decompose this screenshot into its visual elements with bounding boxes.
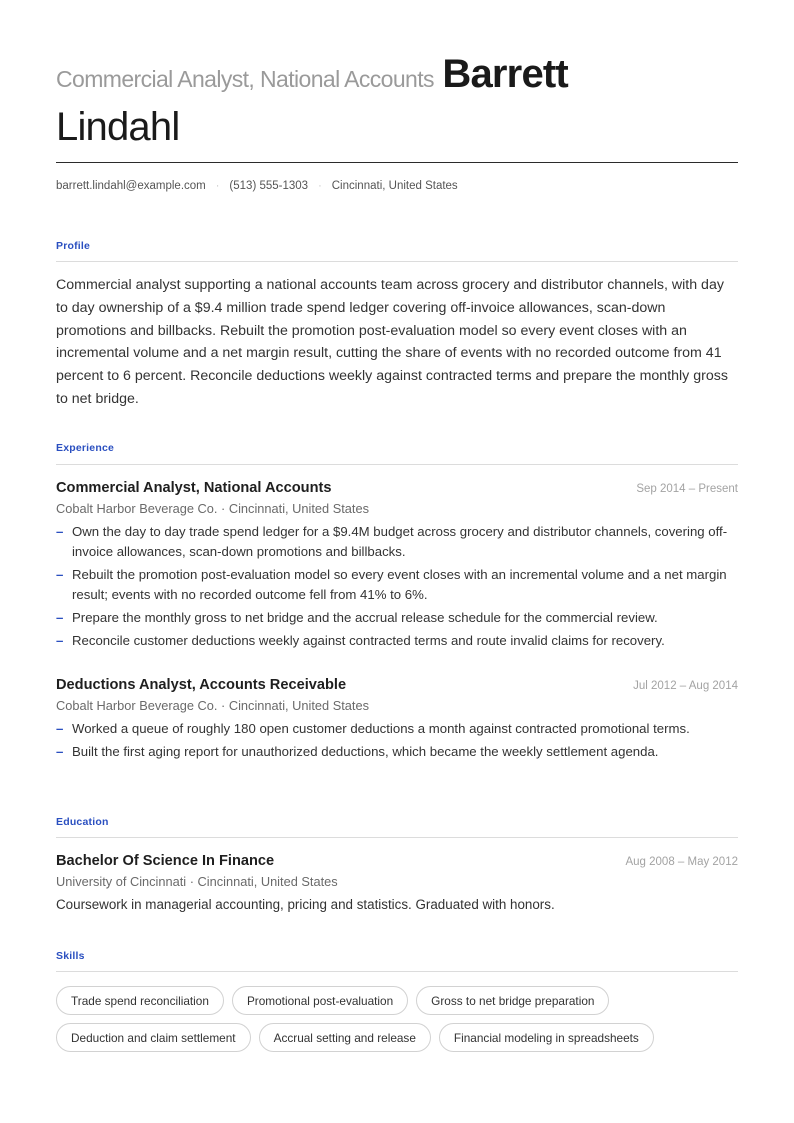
last-name: Lindahl [56,105,180,149]
contact-line [56,180,458,192]
job-organization: Cobalt Harbor Beverage Co. · Cincinnati, United States [56,698,369,713]
job-bullets [56,522,738,651]
profile-summary: Commercial analyst supporting a national accounts team across grocery and distributor channels, with day to day ownership of a $9.4 million trade spend ledger covering off-invoice allowances, scan-down promotions and billbacks. Rebuilt the promotion post-evaluation model so every event closes with an incremental volume and a net margin result, cutting the share of events with no recorded outcome from 41 percent to 6 percent. Reconcile deductions weekly against contracted terms and prepare the monthly gross to net bridge. [56,277,728,407]
skill-chip: Trade spend reconciliation [56,986,224,1015]
experience-entry [56,677,738,765]
contact-location: Cincinnati, United States [331,180,458,192]
contact-email[interactable]: barrett.lindahl@example.com [56,180,206,192]
section-heading-experience: Experience [56,442,115,454]
bullet-item: – Reconcile customer deductions weekly against contracted terms and route invalid claims for recovery. [56,631,738,651]
education-note: Coursework in managerial accounting, pricing and statistics. Graduated with honors. [56,897,555,912]
skill-chip: Financial modeling in spreadsheets [439,1023,654,1052]
bullet-item: – Prepare the monthly gross to net bridge and the accrual release schedule for the commercial review. [56,608,738,628]
section-divider [56,464,738,465]
bullet-item: – Own the day to day trade spend ledger for a $9.4M budget across grocery and distributor channels, covering off-invoice allowances, scan-down promotions and billbacks. [56,524,728,559]
job-dates: Jul 2012 – Aug 2014 [633,680,738,692]
bullet-item: – Rebuilt the promotion post-evaluation model so every event closes with an incremental volume and a net margin result; events with no recorded outcome fell from 41% to 6%. [56,567,727,602]
contact-separator: · [318,180,322,192]
header-divider [56,162,738,163]
education-dates: Aug 2008 – May 2012 [625,856,738,868]
resume-header [56,52,738,149]
contact-phone[interactable]: (513) 555-1303 [229,180,309,192]
section-heading-education: Education [56,816,109,828]
section-heading-profile: Profile [56,240,91,252]
skill-chip: Accrual setting and release [259,1023,431,1052]
bullet-dash: – [56,721,64,736]
bullet-dash: – [56,610,64,625]
school-name: University of Cincinnati · Cincinnati, United States [56,874,338,889]
section-divider [56,837,738,838]
bullet-item: – Worked a queue of roughly 180 open customer deductions a month against contracted promotional terms. [56,719,738,739]
bullet-dash: – [56,567,64,582]
bullet-dash: – [56,633,64,648]
experience-entry [56,480,738,654]
job-dates: Sep 2014 – Present [636,483,738,495]
section-heading-skills: Skills [56,950,85,962]
first-name: Barrett [442,52,568,96]
skill-chip: Deduction and claim settlement [56,1023,251,1052]
title-line [56,52,738,105]
job-bullets [56,719,738,762]
job-organization: Cobalt Harbor Beverage Co. · Cincinnati, United States [56,501,369,516]
section-divider [56,261,738,262]
skills-list [56,986,738,1052]
bullet-dash: – [56,524,64,539]
section-divider [56,971,738,972]
bullet-item: – Built the first aging report for unauthorized deductions, which became the weekly settlement agenda. [56,742,738,762]
job-role-title: Commercial Analyst, National Accounts [56,66,434,92]
job-title: Commercial Analyst, National Accounts [56,480,332,496]
job-title: Deductions Analyst, Accounts Receivable [56,677,347,693]
skill-chip: Gross to net bridge preparation [416,986,609,1015]
skill-chip: Promotional post-evaluation [232,986,408,1015]
bullet-dash: – [56,744,64,759]
education-entry [56,853,738,912]
contact-separator: · [215,180,220,192]
degree-title: Bachelor Of Science In Finance [56,853,275,869]
